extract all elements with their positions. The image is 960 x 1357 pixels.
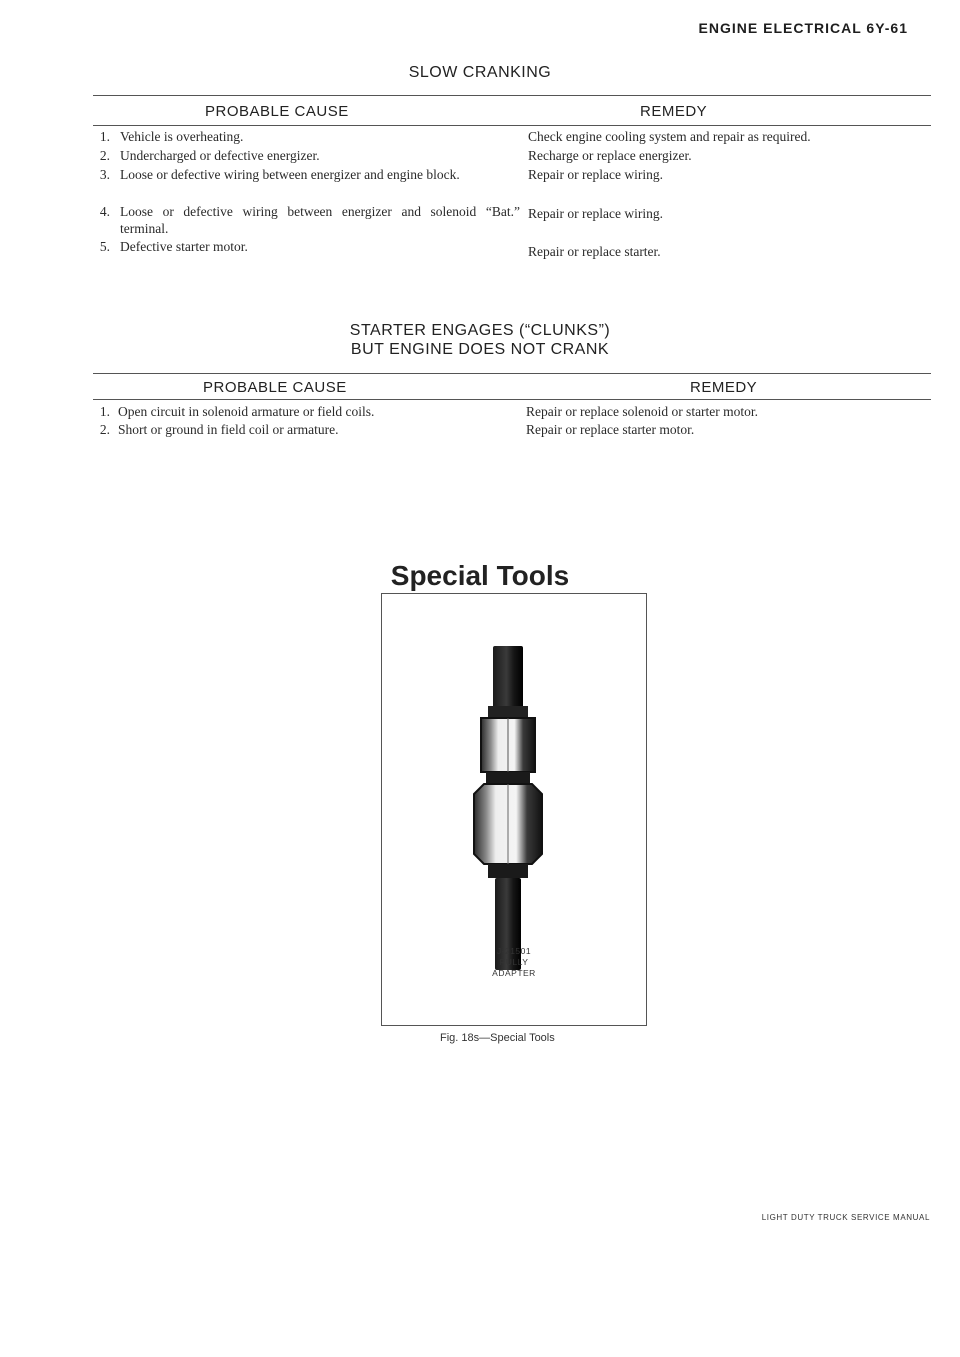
column-heading-probable-cause: PROBABLE CAUSE (205, 103, 349, 120)
remedy-text: Repair or replace wiring. (528, 206, 663, 221)
figure-caption: Fig. 18s—Special Tools (440, 1032, 555, 1044)
row-number: 3. (99, 167, 110, 182)
page-footer: LIGHT DUTY TRUCK SERVICE MANUAL (761, 1213, 930, 1222)
section-title-slow-cranking: SLOW CRANKING (408, 64, 552, 81)
row-number: 4. (99, 204, 110, 219)
lower-collar (488, 864, 528, 878)
table-header-rule (93, 125, 931, 126)
remedy-text: Repair or replace starter motor. (526, 422, 695, 437)
table-header-rule (93, 399, 931, 400)
column-heading-remedy: REMEDY (690, 379, 758, 396)
row-number: 2. (99, 148, 110, 163)
row-number: 1. (99, 129, 110, 144)
page-header: ENGINE ELECTRICAL 6Y-61 (698, 20, 908, 36)
upper-shaft (493, 646, 523, 708)
tool-name-line2: ADAPTER (492, 968, 536, 978)
special-tools-figure (381, 593, 647, 1026)
cause-text: Short or ground in field coil or armature. (118, 422, 339, 437)
special-tools-heading: Special Tools (390, 560, 570, 591)
table-top-rule (93, 95, 931, 96)
cause-text: Loose or defective wiring between energizer and solenoid “Bat.” terminal. (120, 204, 520, 236)
upper-collar (488, 706, 528, 718)
cause-text: Loose or defective wiring between energizer and engine block. (120, 167, 460, 182)
column-heading-remedy: REMEDY (640, 103, 708, 120)
section-title-starter-engages: STARTER ENGAGES (“CLUNKS”) (349, 322, 611, 339)
cause-text: Defective starter motor. (120, 239, 248, 254)
remedy-text: Repair or replace wiring. (528, 167, 663, 182)
middle-collar (486, 772, 530, 784)
cause-text: Open circuit in solenoid armature or field coils. (118, 404, 375, 419)
row-number: 1. (99, 404, 110, 419)
remedy-text: Repair or replace starter. (528, 244, 661, 259)
cause-text: Vehicle is overheating. (120, 129, 244, 144)
row-number: 5. (99, 239, 110, 254)
tool-number: J-21501 (496, 946, 532, 956)
section-subtitle-engine-does-not-crank: BUT ENGINE DOES NOT CRANK (350, 341, 610, 358)
row-number: 2. (99, 422, 110, 437)
tool-name: PULLY (499, 957, 529, 967)
remedy-text: Recharge or replace energizer. (528, 148, 692, 163)
table-top-rule (93, 373, 931, 374)
column-heading-probable-cause: PROBABLE CAUSE (203, 379, 347, 396)
remedy-text: Check engine cooling system and repair as required. (528, 129, 811, 144)
cause-text: Undercharged or defective energizer. (120, 148, 320, 163)
remedy-text: Repair or replace solenoid or starter motor. (526, 404, 759, 419)
